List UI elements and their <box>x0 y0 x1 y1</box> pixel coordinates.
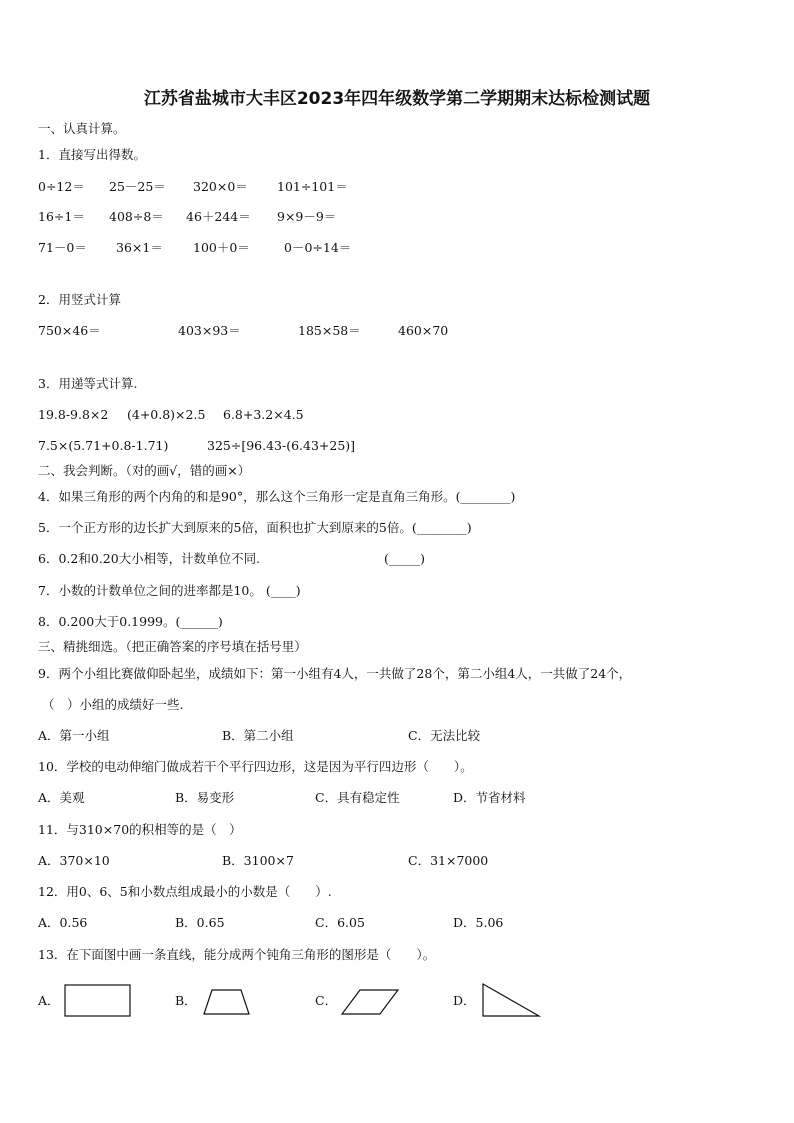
calc-item: 0÷12＝ <box>38 179 85 194</box>
section-heading-3: 三、精挑细选。（把正确答案的序号填在括号里） <box>38 639 307 654</box>
calc-item: 0－0÷14＝ <box>284 240 352 255</box>
option-a: A．0.56 <box>38 915 88 930</box>
calc-item: 36×1＝ <box>116 240 163 255</box>
question-10-stem: 10．学校的电动伸缩门做成若干个平行四边形，这是因为平行四边形（ ）。 <box>38 759 473 774</box>
option-a: A．370×10 <box>38 853 110 868</box>
rectangle-shape <box>63 983 133 1019</box>
question-1-heading: 1．直接写出得数。 <box>38 147 146 162</box>
section-heading-2: 二、我会判断。（对的画√，错的画×） <box>38 463 251 478</box>
option-c: C．无法比较 <box>408 728 481 743</box>
judge-question-7: 7．小数的计数单位之间的进率都是10。 (____) <box>38 583 301 598</box>
option-c: C．具有稳定性 <box>315 790 400 805</box>
option-c: C．6.05 <box>315 915 365 930</box>
option-d: D．节省材料 <box>453 790 526 805</box>
judge-question-6: 6．0.2和0.20大小相等，计数单位不同. <box>38 551 261 566</box>
question-12-stem: 12．用0、6、5和小数点组成最小的小数是（ ）. <box>38 884 332 899</box>
stepwise-calc-item: 6.8+3.2×4.5 <box>223 407 304 422</box>
answer-blank: (_____) <box>384 551 426 566</box>
calc-item: 46＋244＝ <box>186 209 251 224</box>
option-b: B．0.65 <box>175 915 225 930</box>
judge-question-5: 5．一个正方形的边长扩大到原来的5倍，面积也扩大到原来的5倍。(________) <box>38 520 472 535</box>
vertical-calc-item: 185×58＝ <box>298 323 361 338</box>
calc-item: 71－0＝ <box>38 240 87 255</box>
option-b: B．易变形 <box>175 790 235 805</box>
option-b: B． <box>175 993 197 1008</box>
stepwise-calc-item: 19.8-9.8×2 <box>38 407 109 422</box>
stepwise-calc-item: 7.5×(5.71+0.8-1.71) <box>38 438 169 453</box>
judge-question-4: 4．如果三角形的两个内角的和是90°，那么这个三角形一定是直角三角形。(________) <box>38 489 516 504</box>
trapezoid-shape <box>202 988 252 1016</box>
option-a: A．第一小组 <box>38 728 110 743</box>
vertical-calc-item: 460×70 <box>398 323 449 338</box>
question-13-stem: 13．在下面图中画一条直线，能分成两个钝角三角形的图形是（ ）。 <box>38 947 436 962</box>
option-c: C． <box>315 993 338 1008</box>
calc-item: 100＋0＝ <box>193 240 250 255</box>
calc-item: 9×9－9＝ <box>277 209 337 224</box>
calc-item: 320×0＝ <box>193 179 248 194</box>
option-d: D． <box>453 993 476 1008</box>
option-b: B．3100×7 <box>222 853 294 868</box>
judge-question-8: 8．0.200大于0.1999。(______) <box>38 614 223 629</box>
calc-item: 408÷8＝ <box>109 209 164 224</box>
vertical-calc-item: 750×46＝ <box>38 323 101 338</box>
stepwise-calc-item: 325÷[96.43-(6.43+25)] <box>207 438 356 453</box>
calc-item: 101÷101＝ <box>277 179 348 194</box>
option-d: D．5.06 <box>453 915 504 930</box>
parallelogram-shape <box>340 988 402 1016</box>
option-c: C．31×7000 <box>408 853 489 868</box>
stepwise-calc-item: (4+0.8)×2.5 <box>127 407 206 422</box>
section-heading-1: 一、认真计算。 <box>38 121 126 136</box>
page-title: 江苏省盐城市大丰区2023年四年级数学第二学期期末达标检测试题 <box>143 89 651 109</box>
question-3-heading: 3．用递等式计算. <box>38 376 138 391</box>
option-a: A．美观 <box>38 790 85 805</box>
question-11-stem: 11．与310×70的积相等的是（ ） <box>38 822 242 837</box>
option-b: B．第二小组 <box>222 728 294 743</box>
question-2-heading: 2．用竖式计算 <box>38 292 121 307</box>
option-a: A． <box>38 993 60 1008</box>
vertical-calc-item: 403×93＝ <box>178 323 241 338</box>
question-9-stem-cont: （ ）小组的成绩好一些. <box>42 697 184 712</box>
calc-item: 16÷1＝ <box>38 209 85 224</box>
right-triangle-shape <box>481 982 543 1020</box>
question-9-stem: 9．两个小组比赛做仰卧起坐，成绩如下：第一小组有4人，一共做了28个，第二小组4人，一共做了24个， <box>38 666 632 681</box>
calc-item: 25－25＝ <box>109 179 166 194</box>
